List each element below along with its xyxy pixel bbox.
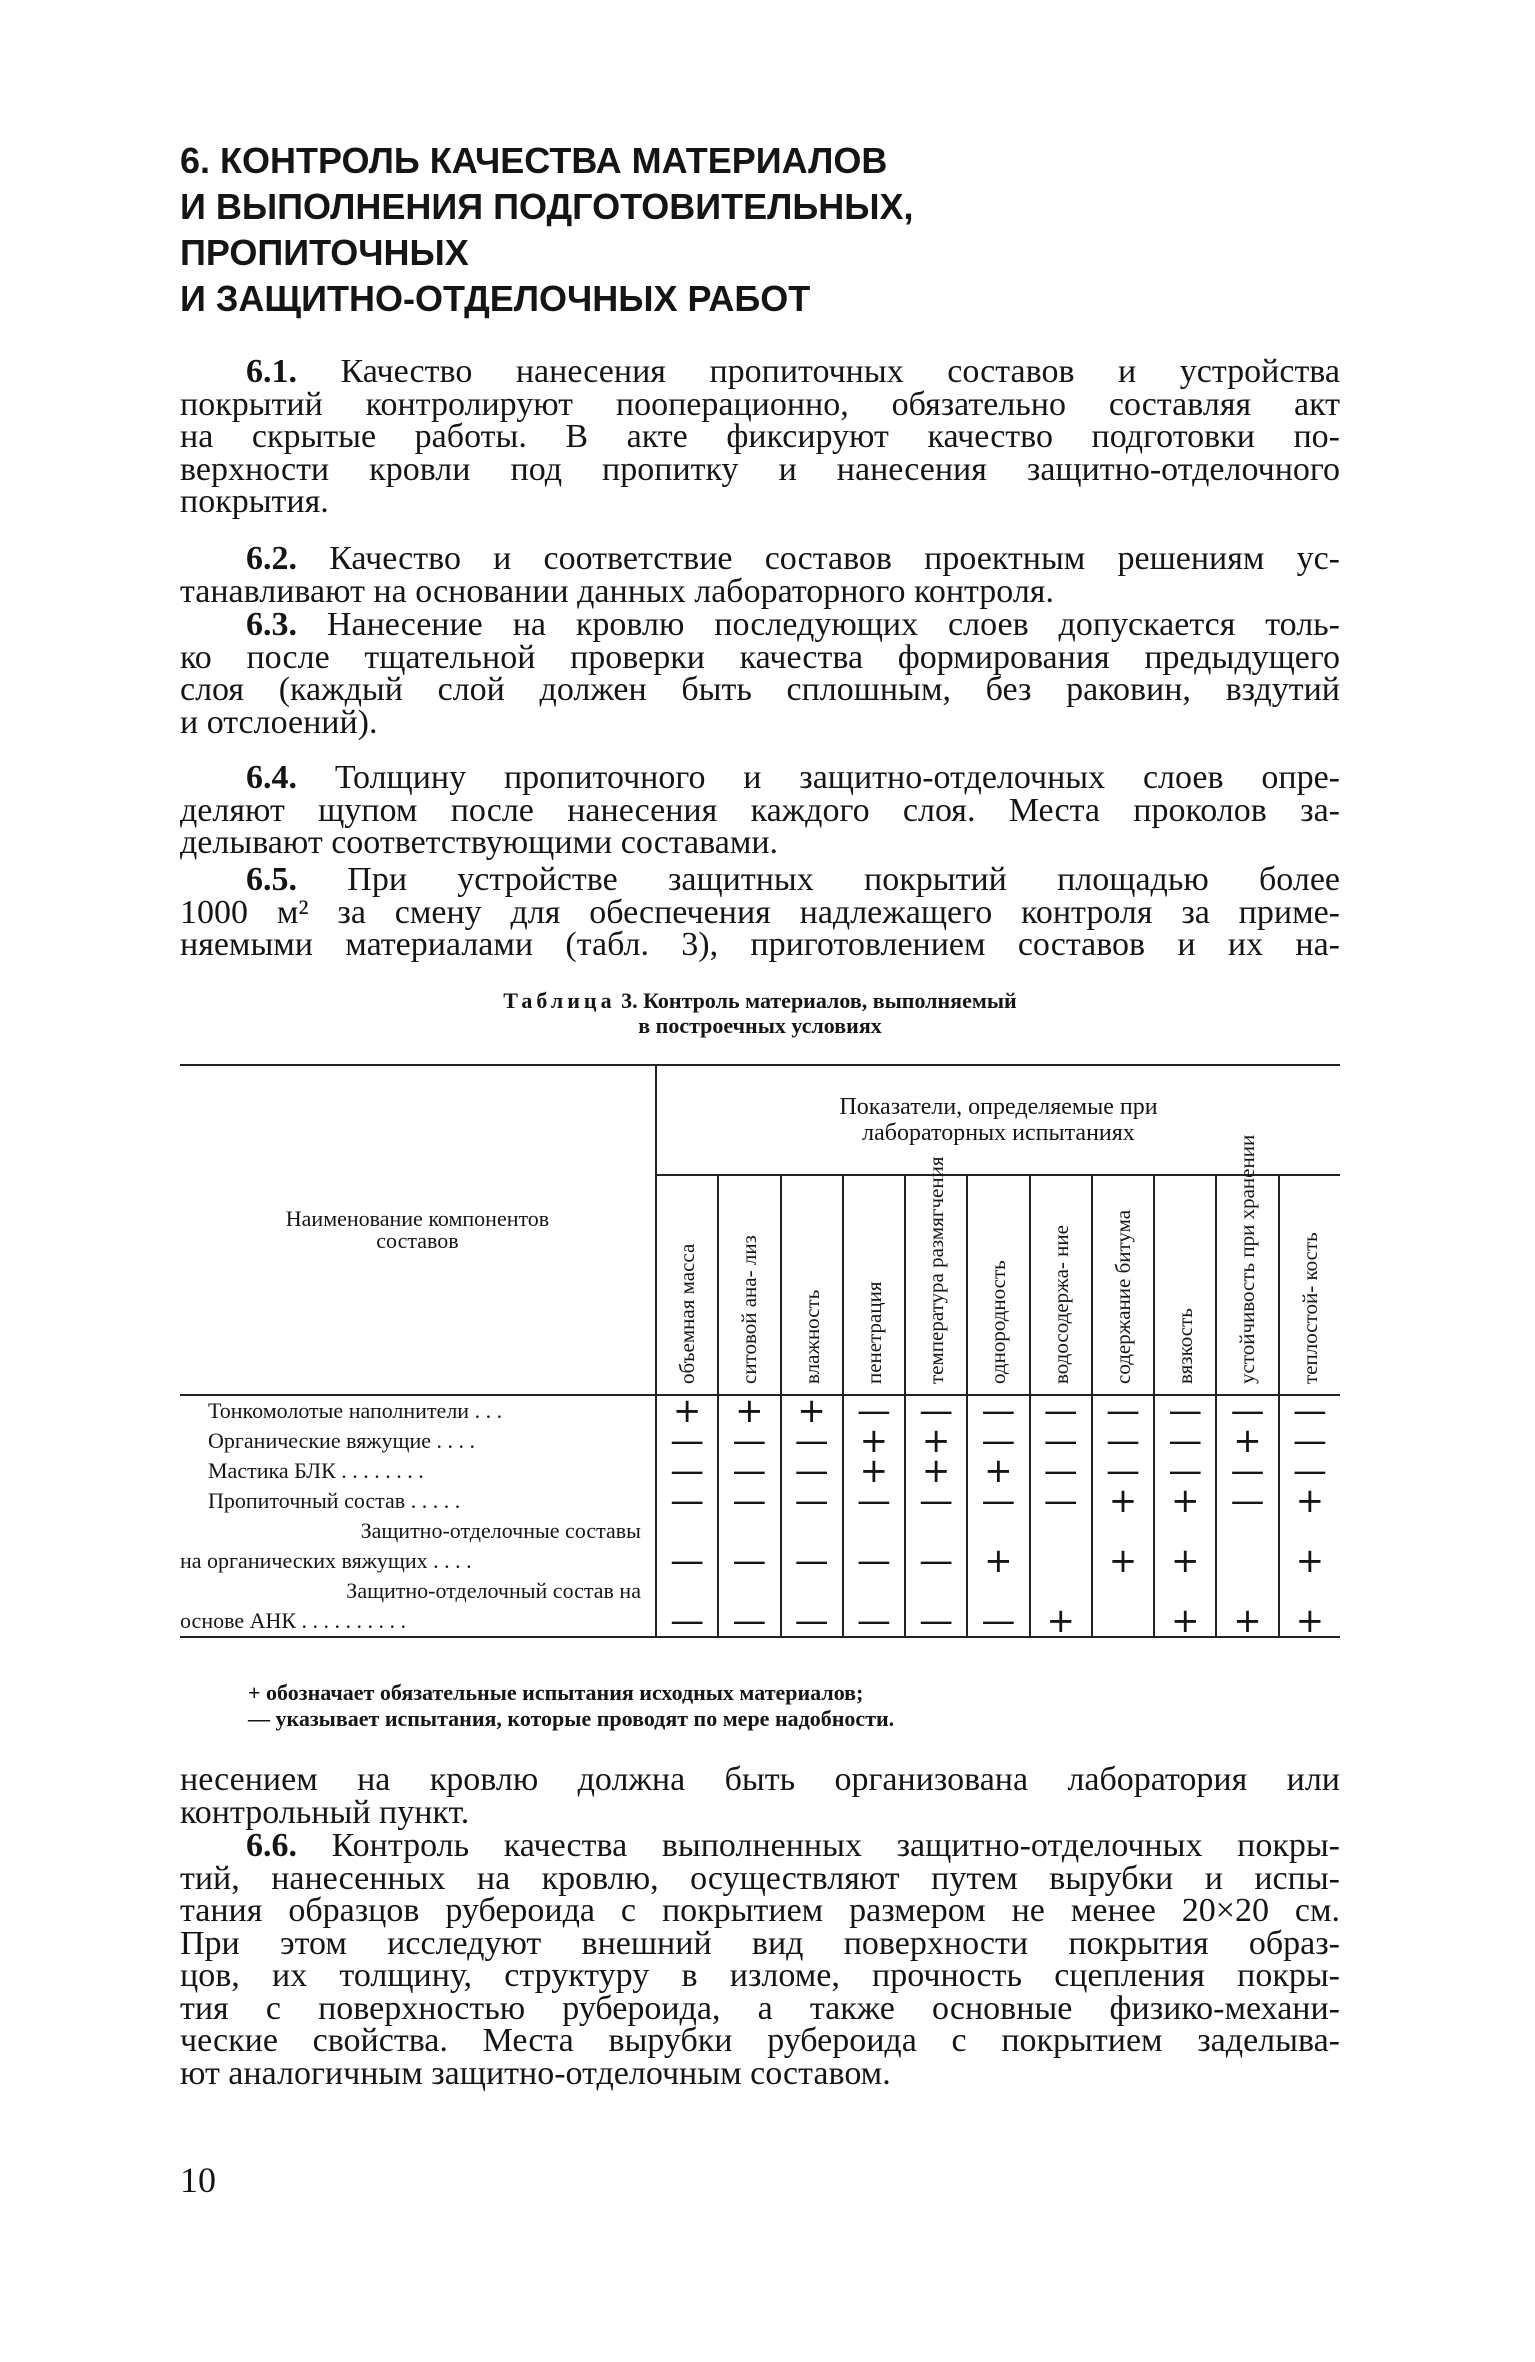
- mark-cell: +: [843, 1426, 905, 1456]
- text-line: контрольный пункт.: [180, 1793, 470, 1831]
- caption-title-line2: в построечных условиях: [638, 1013, 882, 1038]
- row-name: Органические вяжущие . . . .: [180, 1426, 656, 1456]
- mark-cell: —: [656, 1606, 718, 1637]
- text-line: слоя (каждый слой должен быть сплошным, без раковин, вздутий: [180, 671, 1340, 708]
- section-heading: [180, 138, 1380, 322]
- text-line: няемыми материалами (табл. 3), приготовлением составов и их на-: [180, 926, 1340, 963]
- mark-cell: +: [1154, 1606, 1216, 1637]
- column-header: водосодержа- ние: [1030, 1175, 1092, 1395]
- heading-line: И ВЫПОЛНЕНИЯ ПОДГОТОВИТЕЛЬНЫХ,: [180, 186, 914, 227]
- mark-cell: —: [967, 1426, 1029, 1456]
- mark-cell: +: [1279, 1606, 1340, 1637]
- text-line: При этом исследуют внешний вид поверхности покрытия образ-: [180, 1924, 1340, 1962]
- row-name: Защитно-отделочные составы: [180, 1516, 656, 1546]
- text-line: ческие свойства. Места вырубки рубероида с покрытием заделыва-: [180, 2022, 1340, 2059]
- paragraph-6-5: [180, 861, 1340, 963]
- text-line: тия с поверхностью рубероида, а также основные физико-механи-: [180, 1989, 1340, 2027]
- mark-cell: —: [718, 1426, 780, 1456]
- table-notes: [248, 1680, 1248, 1732]
- mark-cell: —: [1092, 1456, 1154, 1486]
- text-line: и отслоений).: [180, 703, 378, 741]
- heading-line: ПРОПИТОЧНЫХ: [180, 232, 469, 273]
- mark-cell: —: [843, 1395, 905, 1426]
- mark-cell: +: [1030, 1606, 1092, 1637]
- mark-cell: +: [1279, 1486, 1340, 1516]
- clause-number: 6.5.: [246, 861, 297, 898]
- row-name: Пропиточный состав . . . . .: [180, 1486, 656, 1516]
- mark-cell: +: [1279, 1546, 1340, 1576]
- mark-cell: +: [718, 1395, 780, 1426]
- paragraph-6-6: [180, 1827, 1340, 2092]
- row-name: на органических вяжущих . . . .: [180, 1546, 656, 1576]
- mark-cell: —: [1154, 1456, 1216, 1486]
- row-name: Мастика БЛК . . . . . . . .: [180, 1456, 656, 1486]
- mark-cell: +: [781, 1395, 843, 1426]
- mark-cell: —: [967, 1486, 1029, 1516]
- mark-cell: [1030, 1546, 1092, 1576]
- mark-cell: —: [1092, 1426, 1154, 1456]
- mark-cell: +: [1092, 1486, 1154, 1516]
- column-header: содержание битума: [1092, 1175, 1154, 1395]
- column-header: влажность: [781, 1175, 843, 1395]
- row-name: Защитно-отделочный состав на: [180, 1576, 656, 1606]
- column-header: теплостой- кость: [1279, 1175, 1340, 1395]
- text-line: При устройстве защитных покрытий площадью более: [347, 861, 1340, 898]
- paragraph-6-3: [180, 606, 1340, 741]
- mark-cell: —: [843, 1606, 905, 1637]
- mark-cell: +: [967, 1546, 1029, 1576]
- table-body: [180, 1391, 1340, 1641]
- mark-cell: +: [967, 1456, 1029, 1486]
- row-name: Тонкомолотые наполнители . . .: [180, 1395, 656, 1426]
- mark-cell: +: [1092, 1546, 1154, 1576]
- clause-number: 6.2.: [246, 540, 297, 577]
- mark-cell: +: [905, 1426, 967, 1456]
- mark-cell: —: [1216, 1486, 1278, 1516]
- mark-cell: —: [967, 1395, 1029, 1426]
- text-line: верхности кровли под пропитку и нанесения защитно-отделочного: [180, 450, 1340, 488]
- text-line: деляют щупом после нанесения каждого слоя. Места проколов за-: [180, 791, 1340, 829]
- caption-prefix: Таблица: [503, 988, 616, 1013]
- mark-cell: —: [718, 1456, 780, 1486]
- text-line: делывают соответствующими составами.: [180, 824, 779, 861]
- table-row: [180, 1606, 1340, 1637]
- heading-line: 6. КОНТРОЛЬ КАЧЕСТВА МАТЕРИАЛОВ: [180, 140, 888, 181]
- mark-cell: —: [656, 1486, 718, 1516]
- mark-cell: —: [967, 1606, 1029, 1637]
- mark-cell: —: [1030, 1426, 1092, 1456]
- mark-cell: —: [781, 1486, 843, 1516]
- paragraph-6-5-continued: [180, 1761, 1340, 1831]
- mark-cell: —: [1279, 1395, 1340, 1426]
- paragraph-6-4: [180, 759, 1340, 861]
- mark-cell: —: [1279, 1456, 1340, 1486]
- mark-cell: —: [1030, 1486, 1092, 1516]
- mark-cell: —: [1092, 1395, 1154, 1426]
- mark-cell: +: [1216, 1426, 1278, 1456]
- table-row: [180, 1486, 1340, 1516]
- text-line: несением на кровлю должна быть организована лаборатория или: [180, 1761, 1340, 1798]
- table-row: [180, 1546, 1340, 1576]
- mark-cell: —: [781, 1546, 843, 1576]
- mark-cell: +: [1154, 1486, 1216, 1516]
- clause-number: 6.3.: [246, 606, 297, 643]
- mark-cell: —: [718, 1546, 780, 1576]
- mark-cell: —: [905, 1546, 967, 1576]
- mark-cell: —: [656, 1456, 718, 1486]
- mark-cell: [1092, 1606, 1154, 1637]
- mark-cell: —: [905, 1606, 967, 1637]
- mark-cell: —: [905, 1486, 967, 1516]
- page-number: 10: [180, 2160, 216, 2200]
- text-line: ют аналогичным защитно-отделочным составом.: [180, 2054, 891, 2092]
- mark-cell: —: [1154, 1395, 1216, 1426]
- mark-cell: —: [656, 1426, 718, 1456]
- text-line: тий, нанесенных на кровлю, осуществляют путем вырубки и испы-: [180, 1859, 1340, 1897]
- mark-cell: —: [843, 1546, 905, 1576]
- column-header: объемная масса: [656, 1175, 718, 1395]
- mark-cell: [1216, 1546, 1278, 1576]
- mark-cell: —: [718, 1606, 780, 1637]
- text-line: цов, их толщину, структуру в изломе, прочность сцепления покры-: [180, 1957, 1340, 1994]
- mark-cell: —: [843, 1486, 905, 1516]
- clause-number: 6.1.: [246, 353, 297, 390]
- text-line: на скрытые работы. В акте фиксируют качество подготовки по-: [180, 418, 1340, 455]
- mark-cell: —: [1030, 1395, 1092, 1426]
- mark-cell: —: [1279, 1426, 1340, 1456]
- text-line: Толщину пропиточного и защитно-отделочных слоев опре-: [334, 759, 1340, 796]
- group-header: Показатели, определяемые при лабораторных испытаниях: [656, 1065, 1340, 1175]
- column-header: однородность: [967, 1175, 1029, 1395]
- mark-cell: —: [1030, 1456, 1092, 1486]
- mark-cell: —: [656, 1546, 718, 1576]
- column-header: пенетрация: [843, 1175, 905, 1395]
- mark-cell: —: [1216, 1456, 1278, 1486]
- paragraph-6-2: [180, 540, 1341, 610]
- clause-number: 6.6.: [246, 1827, 297, 1864]
- text-line: покрытий контролируют пооперационно, обязательно составляя акт: [180, 385, 1340, 423]
- mark-cell: +: [843, 1456, 905, 1486]
- text-line: Нанесение на кровлю последующих слоев допускается толь-: [326, 606, 1340, 643]
- mark-cell: —: [1216, 1395, 1278, 1426]
- caption-title: 3. Контроль материалов, выполняемый: [621, 988, 1017, 1013]
- text-line: покрытия.: [180, 483, 329, 520]
- mark-cell: —: [718, 1486, 780, 1516]
- text-line: ко после тщательной проверки качества формирования предыдущего: [180, 638, 1340, 676]
- column-header: устойчивость при хранении: [1216, 1175, 1278, 1395]
- column-header: ситовой ана- лиз: [718, 1175, 780, 1395]
- name-column-header: Наименование компонентов составов: [180, 1065, 656, 1395]
- column-header: вязкость: [1154, 1175, 1216, 1395]
- clause-number: 6.4.: [246, 759, 297, 796]
- mark-cell: +: [656, 1395, 718, 1426]
- mark-cell: —: [781, 1456, 843, 1486]
- control-table: [180, 1064, 1340, 1641]
- note-line: + обозначает обязательные испытания исходных материалов;: [248, 1680, 864, 1705]
- mark-cell: —: [905, 1395, 967, 1426]
- text-line: Качество нанесения пропиточных составов и устройства: [340, 353, 1341, 390]
- mark-cell: +: [1216, 1606, 1278, 1637]
- text-line: 1000 м² за смену для обеспечения надлежащего контроля за приме-: [180, 893, 1340, 931]
- mark-cell: +: [905, 1456, 967, 1486]
- paragraph-6-1: [180, 353, 1341, 520]
- mark-cell: +: [1154, 1546, 1216, 1576]
- column-header: температура размягчения: [905, 1175, 967, 1395]
- note-line: — указывает испытания, которые проводят по мере надобности.: [248, 1706, 895, 1731]
- text-line: Контроль качества выполненных защитно-отделочных покры-: [331, 1827, 1340, 1864]
- mark-cell: —: [1154, 1426, 1216, 1456]
- table-caption: [180, 988, 1340, 1038]
- heading-line: И ЗАЩИТНО-ОТДЕЛОЧНЫХ РАБОТ: [180, 278, 811, 319]
- mark-cell: —: [781, 1606, 843, 1637]
- row-name: основе АНК . . . . . . . . . .: [180, 1606, 656, 1637]
- mark-cell: —: [781, 1426, 843, 1456]
- text-line: танавливают на основании данных лабораторного контроля.: [180, 572, 1054, 610]
- text-line: Качество и соответствие составов проектным решениям ус-: [329, 540, 1341, 577]
- text-line: тания образцов рубероида с покрытием размером не менее 20×20 см.: [180, 1892, 1340, 1929]
